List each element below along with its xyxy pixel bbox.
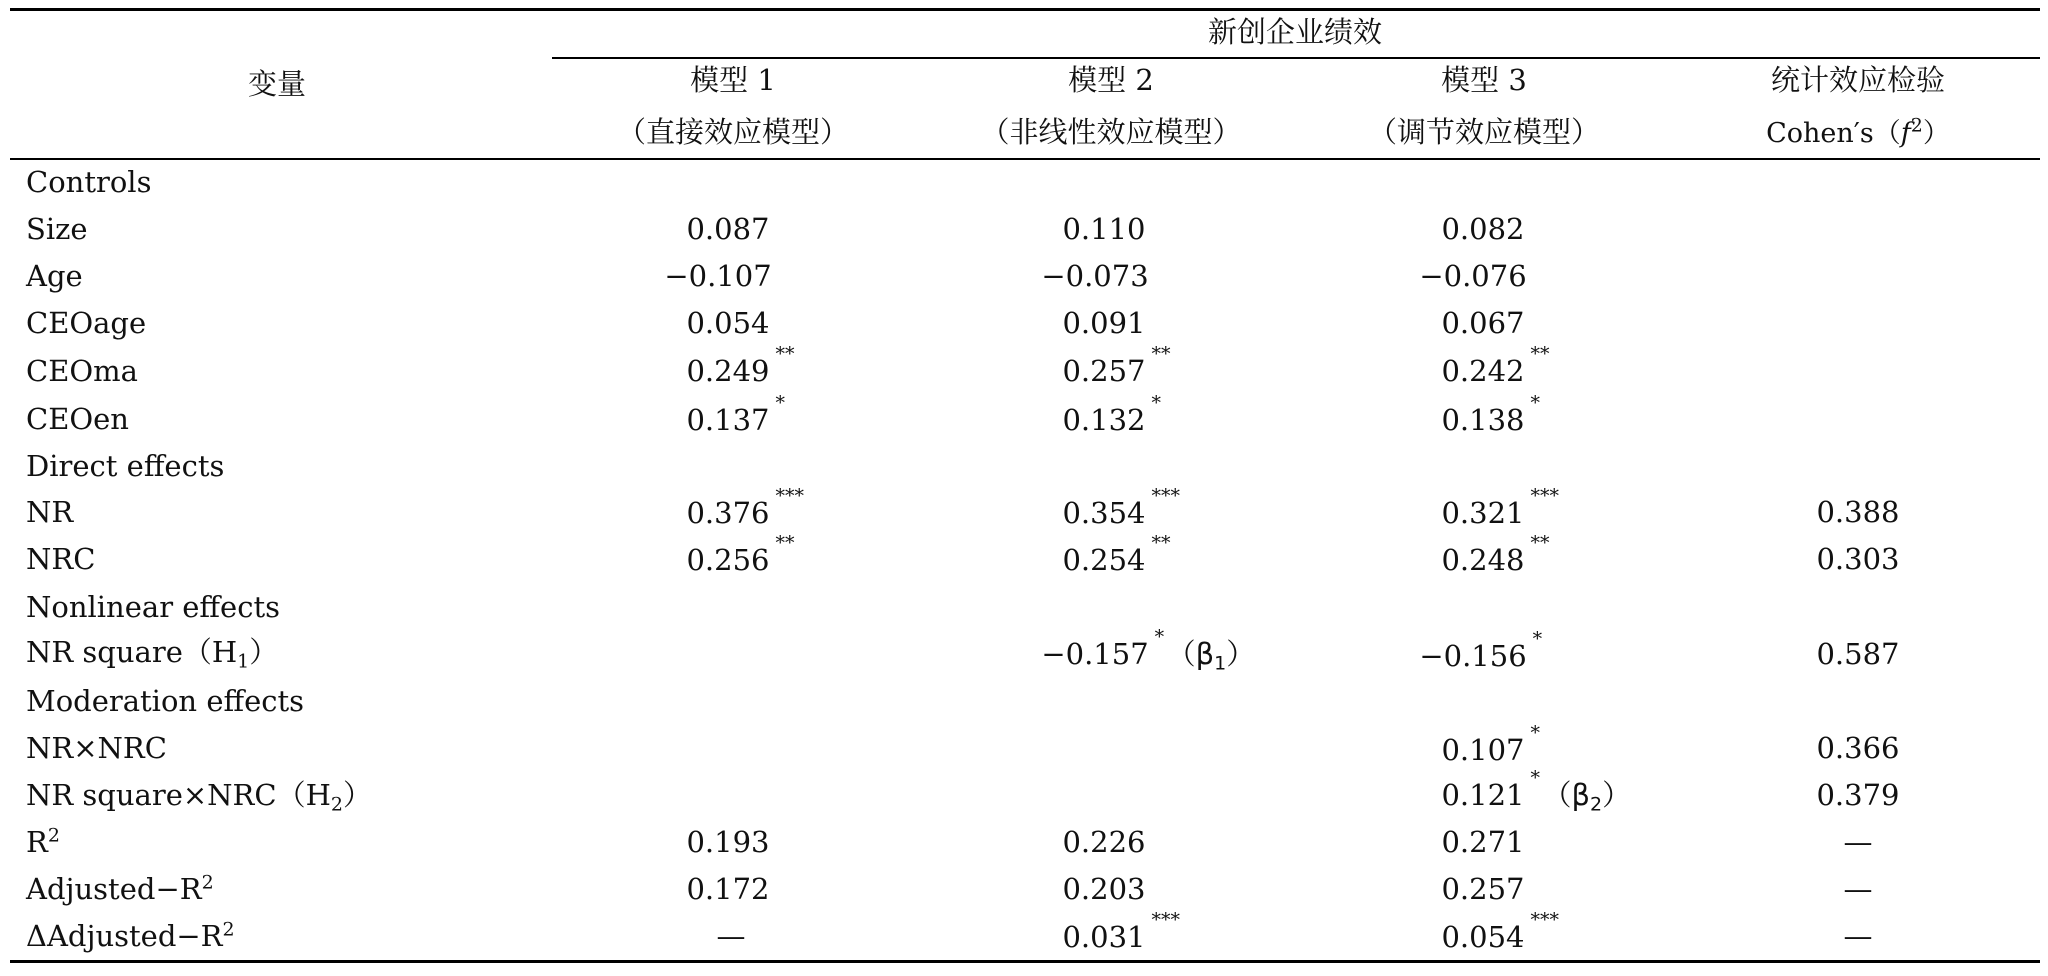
section-label-controls: Controls bbox=[26, 165, 152, 199]
significance-marker: * bbox=[1530, 767, 1541, 789]
model3-title: 模型 3 bbox=[1441, 63, 1527, 97]
cell-nrsq-m2: −0.157 * $(\beta_1)$ bbox=[1041, 626, 1256, 675]
cell-adjr2-m2: 0.203 bbox=[1062, 872, 1146, 906]
significance-marker: *** bbox=[1530, 909, 1560, 931]
cell-r2-m2: 0.226 bbox=[1062, 825, 1146, 859]
cell-size-m1: 0.087 bbox=[686, 212, 770, 246]
significance-marker: ** bbox=[1151, 532, 1171, 554]
cell-nrxnrc-f2: 0.366 bbox=[1816, 731, 1900, 765]
cell-ceoma-m2: 0.257 ** bbox=[1062, 343, 1171, 388]
significance-marker: * bbox=[1151, 392, 1162, 414]
cell-r2-m3: 0.271 bbox=[1441, 825, 1525, 859]
significance-marker: * bbox=[775, 392, 786, 414]
cohens-f2-subtitle: $Cohen's(f^2)$ bbox=[1766, 114, 1950, 149]
significance-marker: * bbox=[1154, 626, 1165, 648]
cell-size-m2: 0.110 bbox=[1062, 212, 1146, 246]
beta1-label: $(\beta_1)$ bbox=[1166, 637, 1256, 675]
cell-ceoage-m2: 0.091 bbox=[1062, 306, 1146, 340]
significance-marker: ** bbox=[1151, 343, 1171, 365]
significance-marker: * bbox=[1530, 722, 1541, 744]
significance-marker: ** bbox=[775, 532, 795, 554]
row-label-nr: NR bbox=[26, 495, 74, 529]
table-bottom-rule bbox=[10, 960, 2040, 963]
cell-age-m2: −0.073 bbox=[1041, 259, 1149, 293]
group-header: 新创企业绩效 bbox=[1207, 15, 1383, 49]
cell-age-m3: −0.076 bbox=[1419, 259, 1527, 293]
variable-header: 变量 bbox=[247, 67, 307, 101]
row-label-nr-square: NR $square(H_1)$ bbox=[26, 635, 279, 673]
cell-nrsq-f2: 0.587 bbox=[1816, 637, 1900, 671]
cell-adjr2-m1: 0.172 bbox=[686, 872, 770, 906]
row-label-ceoma: CEOma bbox=[26, 354, 138, 388]
cell-size-m3: 0.082 bbox=[1441, 212, 1525, 246]
cell-nr-m2: 0.354 *** bbox=[1062, 485, 1181, 530]
cell-dadjr2-m3: 0.054 *** bbox=[1441, 909, 1560, 954]
row-label-nr-x-nrc: NR×NRC bbox=[26, 731, 167, 765]
significance-marker: ** bbox=[1530, 343, 1550, 365]
row-label-nr-square-x-nrc: NR $square\times NRC(H_2)$ bbox=[26, 778, 372, 816]
cell-dadjr2-m2: 0.031 *** bbox=[1062, 909, 1181, 954]
row-label-size: Size bbox=[26, 212, 88, 246]
row-label-r2: $R^2$ bbox=[26, 824, 60, 859]
cell-r2-f2: — bbox=[1843, 825, 1873, 859]
cell-nrsqxnrc-m3: 0.121 * $(\beta_2)$ bbox=[1441, 767, 1632, 816]
cell-nrc-m1: 0.256 ** bbox=[686, 532, 795, 577]
model3-subtitle: （调节效应模型） bbox=[1367, 115, 1601, 149]
section-label-direct-effects: Direct effects bbox=[26, 449, 225, 483]
row-label-adjusted-r2: $Adjusted-R^2$ bbox=[26, 871, 214, 906]
row-label-ceoen: CEOen bbox=[26, 402, 129, 436]
cell-dadjr2-f2: — bbox=[1843, 919, 1873, 953]
cell-ceoage-m3: 0.067 bbox=[1441, 306, 1525, 340]
cell-dadjr2-m1: — bbox=[716, 919, 746, 953]
significance-marker: ** bbox=[775, 343, 795, 365]
header-bottom-rule bbox=[10, 158, 2040, 160]
significance-marker: *** bbox=[1151, 909, 1181, 931]
cell-nrc-m2: 0.254 ** bbox=[1062, 532, 1171, 577]
cell-nrsq-m3: −0.156 * bbox=[1419, 628, 1543, 673]
significance-marker: *** bbox=[1530, 485, 1560, 507]
cell-ceoen-m2: 0.132 * bbox=[1062, 392, 1162, 437]
row-label-delta-adjusted-r2: $\Delta Adjusted-R^2$ bbox=[26, 918, 235, 953]
row-label-ceoage: CEOage bbox=[26, 306, 147, 340]
model2-subtitle: （非线性效应模型） bbox=[980, 115, 1242, 149]
cell-ceoma-m3: 0.242 ** bbox=[1441, 343, 1550, 388]
model2-title: 模型 2 bbox=[1068, 63, 1154, 97]
cell-ceoage-m1: 0.054 bbox=[686, 306, 770, 340]
section-label-nonlinear-effects: Nonlinear effects bbox=[26, 590, 280, 624]
cell-nr-f2: 0.388 bbox=[1816, 495, 1900, 529]
significance-marker: *** bbox=[775, 485, 805, 507]
row-label-nrc: NRC bbox=[26, 542, 96, 576]
beta2-label: $(\beta_2)$ bbox=[1542, 778, 1632, 816]
cell-r2-m1: 0.193 bbox=[686, 825, 770, 859]
cell-adjr2-m3: 0.257 bbox=[1441, 872, 1525, 906]
cell-age-m1: −0.107 bbox=[664, 259, 772, 293]
cell-nrxnrc-m3: 0.107 * bbox=[1441, 722, 1541, 767]
model1-title: 模型 1 bbox=[690, 63, 776, 97]
cell-ceoma-m1: 0.249 ** bbox=[686, 343, 795, 388]
cell-ceoen-m3: 0.138 * bbox=[1441, 392, 1541, 437]
model1-subtitle: （直接效应模型） bbox=[616, 115, 850, 149]
cell-nrsqxnrc-f2: 0.379 bbox=[1816, 778, 1900, 812]
table-top-rule bbox=[10, 8, 2040, 11]
effect-test-title: 统计效应检验 bbox=[1770, 63, 1946, 97]
significance-marker: * bbox=[1532, 628, 1543, 650]
cell-adjr2-f2: — bbox=[1843, 872, 1873, 906]
cell-nrc-m3: 0.248 ** bbox=[1441, 532, 1550, 577]
cell-nrc-f2: 0.303 bbox=[1816, 542, 1900, 576]
significance-marker: ** bbox=[1530, 532, 1550, 554]
cell-nr-m3: 0.321 *** bbox=[1441, 485, 1560, 530]
row-label-age: Age bbox=[26, 259, 83, 293]
section-label-moderation-effects: Moderation effects bbox=[26, 684, 305, 718]
cell-nr-m1: 0.376 *** bbox=[686, 485, 805, 530]
significance-marker: *** bbox=[1151, 485, 1181, 507]
cell-ceoen-m1: 0.137 * bbox=[686, 392, 786, 437]
significance-marker: * bbox=[1530, 392, 1541, 414]
group-header-rule bbox=[552, 57, 2040, 59]
